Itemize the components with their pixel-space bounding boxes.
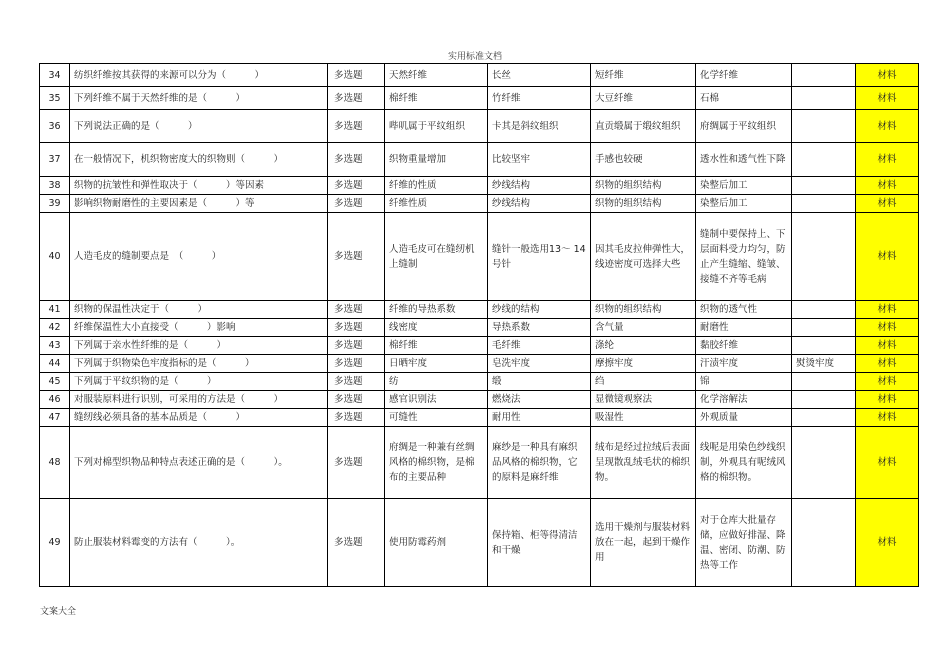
question-type: 多选题 (328, 143, 385, 177)
table-row (40, 337, 919, 355)
question-number: 35 (40, 87, 70, 110)
option-b: 导热系数 (488, 319, 591, 337)
option-c: 织物的组织结构 (591, 195, 696, 213)
question-number: 36 (40, 110, 70, 143)
option-b: 缝针一般选用13～ 14 号针 (488, 213, 591, 301)
category-cell: 材料 (856, 499, 919, 587)
question-text: 纤维保温性大小直接受（ ）影响 (70, 319, 328, 337)
question-text: 织物的保温性决定于（ ） (70, 301, 328, 319)
option-e (792, 64, 856, 87)
question-text: 在一般情况下，机织物密度大的织物则（ ） (70, 143, 328, 177)
option-a: 纤维的性质 (385, 177, 488, 195)
question-type: 多选题 (328, 499, 385, 587)
category-cell: 材料 (856, 64, 919, 87)
question-text: 下列纤维不属于天然纤维的是（ ） (70, 87, 328, 110)
option-c: 含气量 (591, 319, 696, 337)
option-c: 因其毛皮拉伸弹性大，线迹密度可选择大些 (591, 213, 696, 301)
option-b: 保持箱、柜等得清洁和干燥 (488, 499, 591, 587)
option-b: 纱线结构 (488, 195, 591, 213)
question-text: 纺织纤维按其获得的来源可以分为（ ） (70, 64, 328, 87)
option-e (792, 110, 856, 143)
option-a: 纤维性质 (385, 195, 488, 213)
question-type: 多选题 (328, 355, 385, 373)
question-number: 47 (40, 409, 70, 427)
option-d: 石棉 (696, 87, 792, 110)
question-number: 40 (40, 213, 70, 301)
option-e (792, 87, 856, 110)
option-a: 哔叽属于平纹组织 (385, 110, 488, 143)
question-number: 43 (40, 337, 70, 355)
option-e (792, 337, 856, 355)
question-text: 下列对棉型织物品种特点表述正确的是（ ）。 (70, 427, 328, 499)
option-b: 麻纱是一种具有麻织品风格的棉织物，它的原料是麻纤维 (488, 427, 591, 499)
question-type: 多选题 (328, 409, 385, 427)
option-b: 缎 (488, 373, 591, 391)
category-cell: 材料 (856, 427, 919, 499)
option-c: 大豆纤维 (591, 87, 696, 110)
option-a: 纺 (385, 373, 488, 391)
option-e (792, 195, 856, 213)
option-a: 线密度 (385, 319, 488, 337)
question-type: 多选题 (328, 337, 385, 355)
table-row (40, 213, 919, 301)
question-table (39, 63, 919, 587)
category-cell: 材料 (856, 355, 919, 373)
option-a: 感官识别法 (385, 391, 488, 409)
option-d: 锦 (696, 373, 792, 391)
option-d: 耐磨性 (696, 319, 792, 337)
option-d: 透水性和透气性下降 (696, 143, 792, 177)
question-text: 对服装原料进行识别，可采用的方法是（ ） (70, 391, 328, 409)
option-c: 摩擦牢度 (591, 355, 696, 373)
page-footer: 文案大全 (40, 607, 77, 617)
option-e (792, 319, 856, 337)
option-b: 毛纤维 (488, 337, 591, 355)
option-b: 燃烧法 (488, 391, 591, 409)
question-text: 人造毛皮的缝制要点是 （ ） (70, 213, 328, 301)
option-b: 长丝 (488, 64, 591, 87)
option-b: 比较坚牢 (488, 143, 591, 177)
category-cell: 材料 (856, 143, 919, 177)
question-number: 34 (40, 64, 70, 87)
category-cell: 材料 (856, 195, 919, 213)
option-e (792, 499, 856, 587)
option-c: 短纤维 (591, 64, 696, 87)
question-number: 45 (40, 373, 70, 391)
question-type: 多选题 (328, 319, 385, 337)
option-d: 对于仓库大批量存储，应做好排湿、降温、密闭、防潮、防热等工作 (696, 499, 792, 587)
option-e (792, 213, 856, 301)
question-number: 39 (40, 195, 70, 213)
category-cell: 材料 (856, 87, 919, 110)
option-d: 外观质量 (696, 409, 792, 427)
option-b: 卡其是斜纹组织 (488, 110, 591, 143)
option-c: 直贡缎属于缎纹组织 (591, 110, 696, 143)
question-number: 38 (40, 177, 70, 195)
question-number: 42 (40, 319, 70, 337)
option-e (792, 373, 856, 391)
option-a: 府绸是一种兼有丝绸风格的棉织物，是棉布的主要品种 (385, 427, 488, 499)
question-number: 44 (40, 355, 70, 373)
option-a: 棉纤维 (385, 337, 488, 355)
category-cell: 材料 (856, 337, 919, 355)
option-d: 线呢是用染色纱线织制，外观具有呢绒风格的棉织物。 (696, 427, 792, 499)
category-cell: 材料 (856, 110, 919, 143)
option-a: 可缝性 (385, 409, 488, 427)
question-text: 下列属于织物染色牢度指标的是（ ） (70, 355, 328, 373)
question-type: 多选题 (328, 427, 385, 499)
table-row (40, 427, 919, 499)
option-a: 织物重量增加 (385, 143, 488, 177)
option-a: 天然纤维 (385, 64, 488, 87)
option-a: 人造毛皮可在缝纫机上缝制 (385, 213, 488, 301)
option-d: 缝制中要保持上、下层面料受力均匀，防止产生缝缩、缝皱、接缝不齐等毛病 (696, 213, 792, 301)
option-d: 府绸属于平纹组织 (696, 110, 792, 143)
option-d: 黏胶纤维 (696, 337, 792, 355)
table-row (40, 195, 919, 213)
category-cell: 材料 (856, 391, 919, 409)
question-text: 影响织物耐磨性的主要因素是（ ）等 (70, 195, 328, 213)
question-text: 防止服装材料霉变的方法有（ ）。 (70, 499, 328, 587)
option-d: 染整后加工 (696, 195, 792, 213)
option-b: 纱线的结构 (488, 301, 591, 319)
question-type: 多选题 (328, 110, 385, 143)
question-type: 多选题 (328, 195, 385, 213)
table-row (40, 301, 919, 319)
option-c: 织物的组织结构 (591, 177, 696, 195)
option-b: 皂洗牢度 (488, 355, 591, 373)
option-b: 耐用性 (488, 409, 591, 427)
option-a: 棉纤维 (385, 87, 488, 110)
option-c: 织物的组织结构 (591, 301, 696, 319)
table-row (40, 499, 919, 587)
table-row (40, 319, 919, 337)
category-cell: 材料 (856, 301, 919, 319)
option-c: 选用干燥剂与服装材料放在一起，起到干燥作用 (591, 499, 696, 587)
table-row (40, 391, 919, 409)
option-e: 熨烫牢度 (792, 355, 856, 373)
question-text: 下列属于亲水性纤维的是（ ） (70, 337, 328, 355)
table-row (40, 143, 919, 177)
option-e (792, 301, 856, 319)
question-number: 46 (40, 391, 70, 409)
option-b: 竹纤维 (488, 87, 591, 110)
category-cell: 材料 (856, 373, 919, 391)
option-c: 显微镜观察法 (591, 391, 696, 409)
question-type: 多选题 (328, 301, 385, 319)
question-type: 多选题 (328, 391, 385, 409)
option-a: 纤维的导热系数 (385, 301, 488, 319)
question-text: 下列说法正确的是（ ） (70, 110, 328, 143)
category-cell: 材料 (856, 213, 919, 301)
table-row (40, 409, 919, 427)
option-b: 纱线结构 (488, 177, 591, 195)
question-type: 多选题 (328, 177, 385, 195)
option-c: 涤纶 (591, 337, 696, 355)
option-e (792, 409, 856, 427)
option-c: 手感也较硬 (591, 143, 696, 177)
question-text: 缝纫线必须具备的基本品质是（ ） (70, 409, 328, 427)
question-type: 多选题 (328, 87, 385, 110)
option-c: 绒布是经过拉绒后表面呈现散乱绒毛状的棉织物。 (591, 427, 696, 499)
question-number: 49 (40, 499, 70, 587)
option-d: 汗渍牢度 (696, 355, 792, 373)
option-c: 吸湿性 (591, 409, 696, 427)
option-d: 染整后加工 (696, 177, 792, 195)
table-row (40, 64, 919, 87)
table-row (40, 355, 919, 373)
question-number: 41 (40, 301, 70, 319)
question-type: 多选题 (328, 213, 385, 301)
page-header: 实用标准文档 (447, 52, 502, 62)
option-e (792, 177, 856, 195)
category-cell: 材料 (856, 319, 919, 337)
question-type: 多选题 (328, 64, 385, 87)
option-e (792, 391, 856, 409)
option-d: 化学溶解法 (696, 391, 792, 409)
table-row (40, 373, 919, 391)
category-cell: 材料 (856, 409, 919, 427)
option-d: 化学纤维 (696, 64, 792, 87)
question-number: 48 (40, 427, 70, 499)
option-a: 日晒牢度 (385, 355, 488, 373)
category-cell: 材料 (856, 177, 919, 195)
table-row (40, 87, 919, 110)
question-number: 37 (40, 143, 70, 177)
table-row (40, 177, 919, 195)
question-text: 织物的抗皱性和弹性取决于（ ）等因素 (70, 177, 328, 195)
option-a: 使用防霉药剂 (385, 499, 488, 587)
option-d: 织物的透气性 (696, 301, 792, 319)
option-e (792, 427, 856, 499)
question-text: 下列属于平纹织物的是（ ） (70, 373, 328, 391)
question-type: 多选题 (328, 373, 385, 391)
option-e (792, 143, 856, 177)
option-c: 绉 (591, 373, 696, 391)
table-row (40, 110, 919, 143)
